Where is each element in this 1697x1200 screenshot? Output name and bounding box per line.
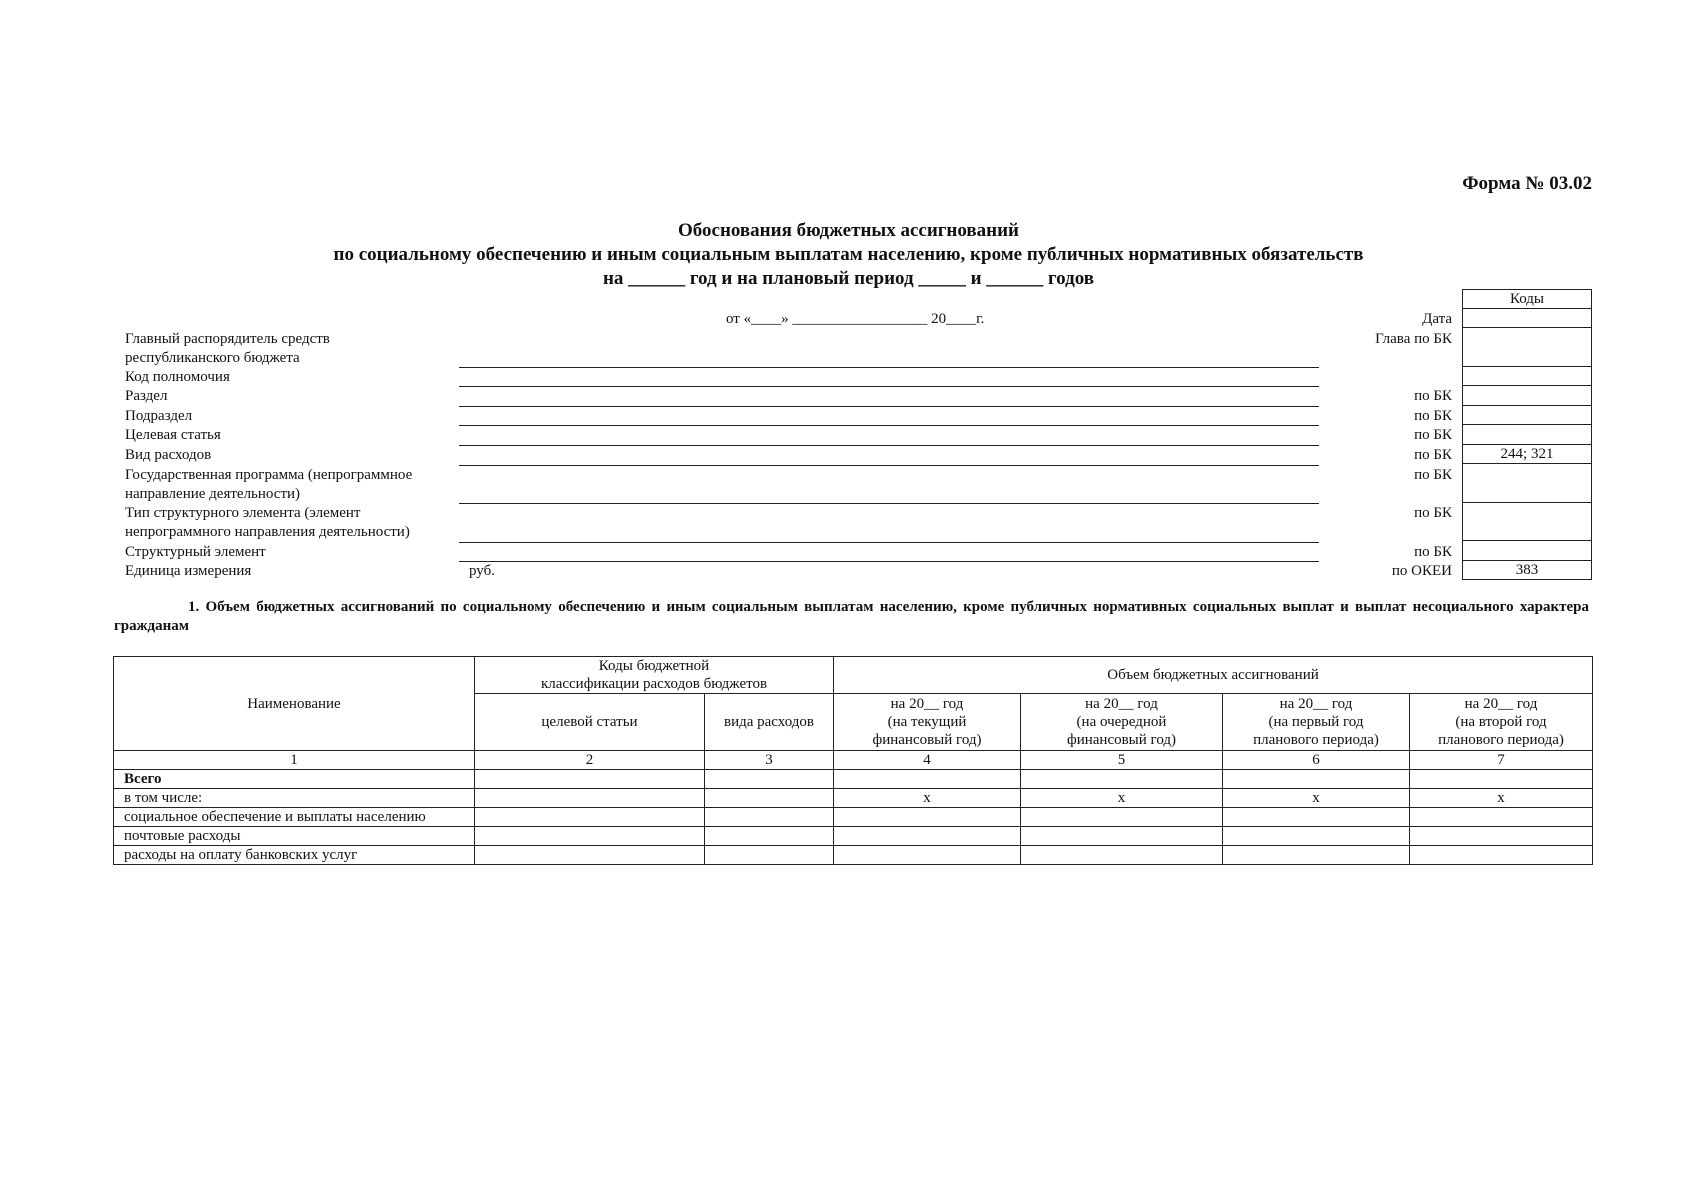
date-label: Дата [1422, 311, 1452, 327]
right-label-unit: по ОКЕИ [1391, 563, 1452, 579]
table-cell[interactable] [1223, 770, 1410, 789]
codes-header: Коды [1463, 290, 1592, 309]
table-cell: x [834, 789, 1021, 808]
field-label-state-program: Государственная программа (непрограммное направление деятельности) [125, 467, 413, 502]
code-structural-element[interactable] [1463, 541, 1592, 561]
table-cell[interactable] [475, 846, 705, 865]
table-cell[interactable] [705, 789, 834, 808]
col-number: 3 [705, 751, 834, 770]
header-year-next: на 20__ год (на очередной финансовый год) [1021, 694, 1223, 751]
doc-title-line-3: на ______ год и на плановый период _____ и ______ годов [602, 268, 1095, 289]
table-row [114, 789, 1593, 808]
code-chief-manager[interactable] [1463, 328, 1592, 367]
code-authority[interactable] [1463, 367, 1592, 386]
table-cell[interactable] [834, 770, 1021, 789]
field-line-expense-type[interactable] [459, 465, 1319, 466]
table-cell[interactable] [705, 846, 834, 865]
table-row [114, 827, 1593, 846]
field-label-unit: Единица измерения [125, 563, 252, 579]
table-cell[interactable] [1021, 846, 1223, 865]
table-cell[interactable] [475, 770, 705, 789]
table-cell: x [1410, 789, 1593, 808]
code-target-article[interactable] [1463, 425, 1592, 445]
section-1-title: 1. Объем бюджетных ассигнований по социальному обеспечению и иным социальным выплатам населению, кроме публичных нормативных социальных выплат и выплат несоциального характера гражданам [114, 599, 1589, 634]
col-number: 1 [114, 751, 475, 770]
table-cell[interactable] [1410, 770, 1593, 789]
field-label-structural-element: Структурный элемент [125, 544, 266, 560]
right-label-target-article: по БК [1414, 427, 1452, 443]
code-date[interactable] [1463, 309, 1592, 328]
table-row [114, 808, 1593, 827]
unit-value: руб. [469, 563, 495, 579]
right-label-structure-type: по БК [1414, 505, 1452, 521]
header-expense-kind: вида расходов [705, 694, 834, 751]
field-label-structure-type: Тип структурного элемента (элемент непрограммного направления деятельности) [125, 505, 410, 540]
table-cell[interactable] [1410, 846, 1593, 865]
field-line-state-program[interactable] [459, 503, 1319, 504]
table-cell[interactable] [705, 808, 834, 827]
col-number: 6 [1223, 751, 1410, 770]
header-target-article: целевой статьи [475, 694, 705, 751]
row-name: Всего [114, 770, 475, 789]
right-label-expense-type: по БК [1414, 447, 1452, 463]
field-label-chief-manager: Главный распорядитель средств республиканского бюджета [125, 331, 330, 366]
row-name: почтовые расходы [114, 827, 475, 846]
table-cell[interactable] [1021, 770, 1223, 789]
table-cell[interactable] [1021, 808, 1223, 827]
field-line-section[interactable] [459, 406, 1319, 407]
table-cell[interactable] [1021, 827, 1223, 846]
codes-table [1462, 289, 1592, 580]
col-number: 4 [834, 751, 1021, 770]
field-label-target-article: Целевая статья [125, 427, 221, 443]
right-label-state-program: по БК [1414, 467, 1452, 483]
field-label-subsection: Подраздел [125, 408, 193, 424]
table-cell[interactable] [834, 808, 1021, 827]
table-cell[interactable] [834, 846, 1021, 865]
right-label-chief-manager: Глава по БК [1375, 331, 1452, 347]
form-number: Форма № 03.02 [1462, 173, 1592, 194]
header-volume: Объем бюджетных ассигнований [834, 657, 1593, 694]
code-okei[interactable]: 383 [1463, 561, 1592, 580]
header-year-plan-2: на 20__ год (на второй год планового периода) [1410, 694, 1593, 751]
row-name: в том числе: [114, 789, 475, 808]
table-cell: x [1021, 789, 1223, 808]
col-number: 5 [1021, 751, 1223, 770]
code-subsection[interactable] [1463, 406, 1592, 425]
field-label-expense-type: Вид расходов [125, 447, 212, 463]
field-line-structure-type[interactable] [459, 542, 1319, 543]
header-name: Наименование [114, 657, 475, 751]
date-line: от «____» __________________ 20____г. [726, 311, 985, 327]
table-cell[interactable] [475, 827, 705, 846]
table-row [114, 846, 1593, 865]
col-number: 7 [1410, 751, 1593, 770]
code-expense-type[interactable]: 244; 321 [1463, 445, 1592, 464]
doc-title-line-2: по социальному обеспечению и иным социальным выплатам населению, кроме публичных нормативных обязательств [333, 244, 1364, 265]
table-cell[interactable] [475, 808, 705, 827]
code-state-program[interactable] [1463, 464, 1592, 503]
table-cell: x [1223, 789, 1410, 808]
col-number: 2 [475, 751, 705, 770]
budget-table [113, 656, 1593, 865]
header-year-current: на 20__ год (на текущий финансовый год) [834, 694, 1021, 751]
code-structure-type[interactable] [1463, 503, 1592, 541]
doc-title-line-1: Обоснования бюджетных ассигнований [677, 220, 1019, 241]
table-cell[interactable] [1223, 846, 1410, 865]
table-cell[interactable] [1410, 808, 1593, 827]
right-label-section: по БК [1414, 388, 1452, 404]
field-line-structural-element[interactable] [459, 561, 1319, 562]
table-cell[interactable] [705, 770, 834, 789]
table-cell[interactable] [1223, 808, 1410, 827]
row-name: расходы на оплату банковских услуг [114, 846, 475, 865]
table-cell[interactable] [475, 789, 705, 808]
code-section[interactable] [1463, 386, 1592, 406]
right-label-structural-element: по БК [1414, 544, 1452, 560]
row-name: социальное обеспечение и выплаты населению [114, 808, 475, 827]
header-codes: Коды бюджетной классификации расходов бюджетов [475, 657, 834, 694]
field-line-authority-code[interactable] [459, 386, 1319, 387]
field-line-chief-manager[interactable] [459, 367, 1319, 368]
table-row [114, 770, 1593, 789]
header-year-plan-1: на 20__ год (на первый год планового периода) [1223, 694, 1410, 751]
right-label-subsection: по БК [1414, 408, 1452, 424]
table-cell[interactable] [705, 827, 834, 846]
field-label-authority-code: Код полномочия [125, 369, 230, 385]
field-label-section: Раздел [125, 388, 168, 404]
table-cell[interactable] [1410, 827, 1593, 846]
field-line-target-article[interactable] [459, 445, 1319, 446]
table-cell[interactable] [1223, 827, 1410, 846]
table-cell[interactable] [834, 827, 1021, 846]
field-line-subsection[interactable] [459, 425, 1319, 426]
